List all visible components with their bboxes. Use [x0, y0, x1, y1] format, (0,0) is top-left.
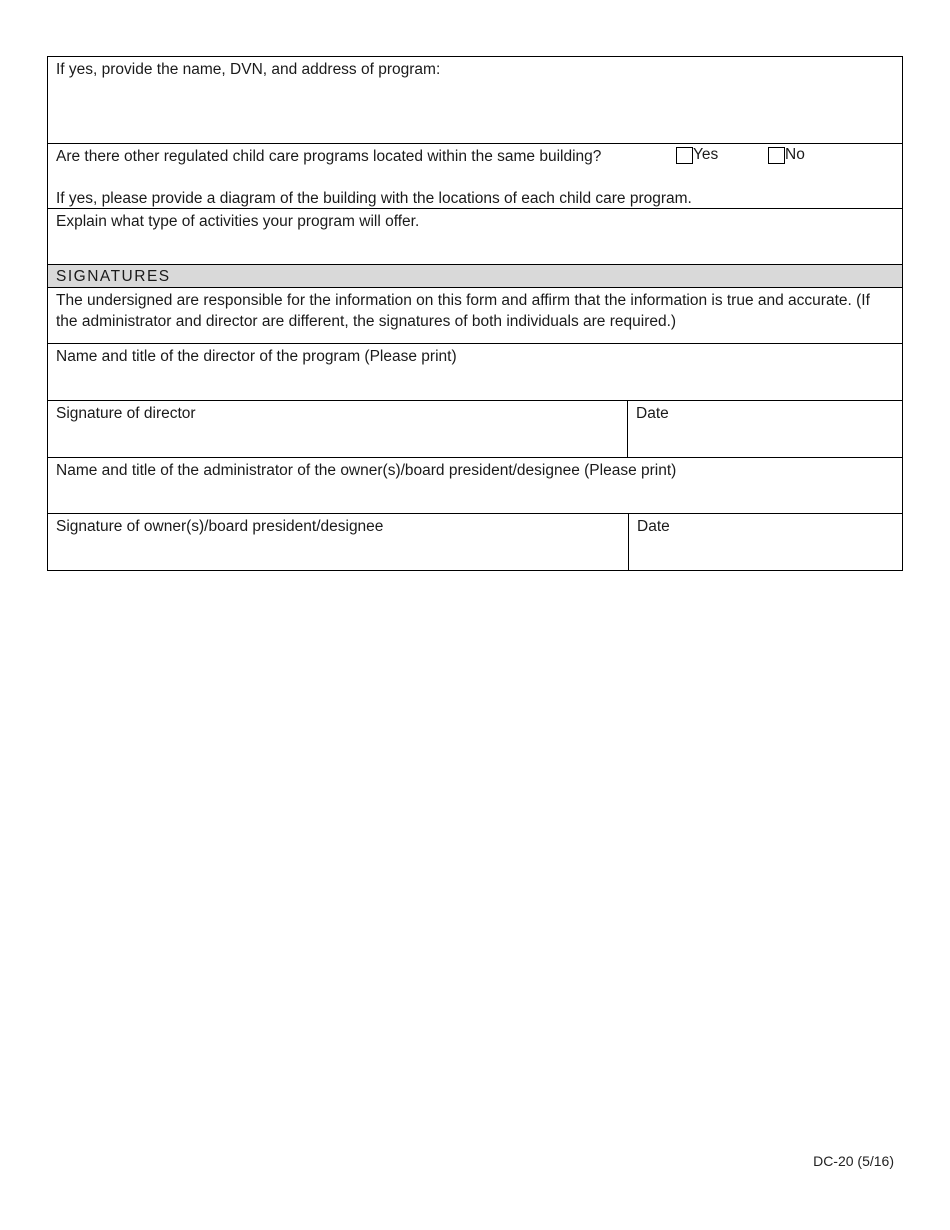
affirmation-block — [48, 287, 902, 343]
director-name-label: Name and title of the director of the program (Please print) — [56, 348, 457, 365]
no-label: No — [785, 146, 805, 163]
other-programs-section — [48, 143, 902, 208]
signatures-header-text: SIGNATURES — [56, 268, 171, 285]
affirmation-text: The undersigned are responsible for the information on this form and affirm that the information is true and accurate. (If the administrator and director are different, the signatures of both individuals are required.) — [56, 292, 870, 330]
yes-checkbox[interactable] — [676, 147, 693, 164]
director-name-field[interactable] — [48, 343, 902, 400]
program-info-label: If yes, provide the name, DVN, and address of program: — [56, 61, 441, 78]
owner-signature-row — [48, 513, 902, 570]
owner-signature-label: Signature of owner(s)/board president/designee — [56, 518, 384, 535]
director-signature-field[interactable] — [48, 401, 628, 457]
yes-label: Yes — [693, 146, 719, 163]
administrator-name-label: Name and title of the administrator of the owner(s)/board president/designee (Please print) — [56, 462, 677, 479]
administrator-name-field[interactable] — [48, 457, 902, 513]
signatures-section-header — [48, 264, 902, 287]
other-programs-question: Are there other regulated child care programs located within the same building? — [56, 148, 602, 165]
diagram-instruction: If yes, please provide a diagram of the building with the locations of each child care program. — [56, 190, 692, 207]
form-id: DC-20 (5/16) — [813, 1153, 894, 1169]
owner-date-field[interactable] — [629, 514, 902, 570]
activities-field[interactable] — [48, 208, 902, 264]
activities-label: Explain what type of activities your program will offer. — [56, 213, 420, 230]
owner-date-label: Date — [637, 518, 670, 535]
no-option[interactable] — [768, 146, 805, 164]
director-date-label: Date — [636, 405, 669, 422]
owner-signature-field[interactable] — [48, 514, 629, 570]
child-care-form — [47, 56, 903, 571]
director-signature-row — [48, 400, 902, 457]
yes-option[interactable] — [676, 146, 718, 164]
no-checkbox[interactable] — [768, 147, 785, 164]
director-signature-label: Signature of director — [56, 405, 196, 422]
director-date-field[interactable] — [628, 401, 902, 457]
program-info-field[interactable] — [48, 57, 902, 143]
